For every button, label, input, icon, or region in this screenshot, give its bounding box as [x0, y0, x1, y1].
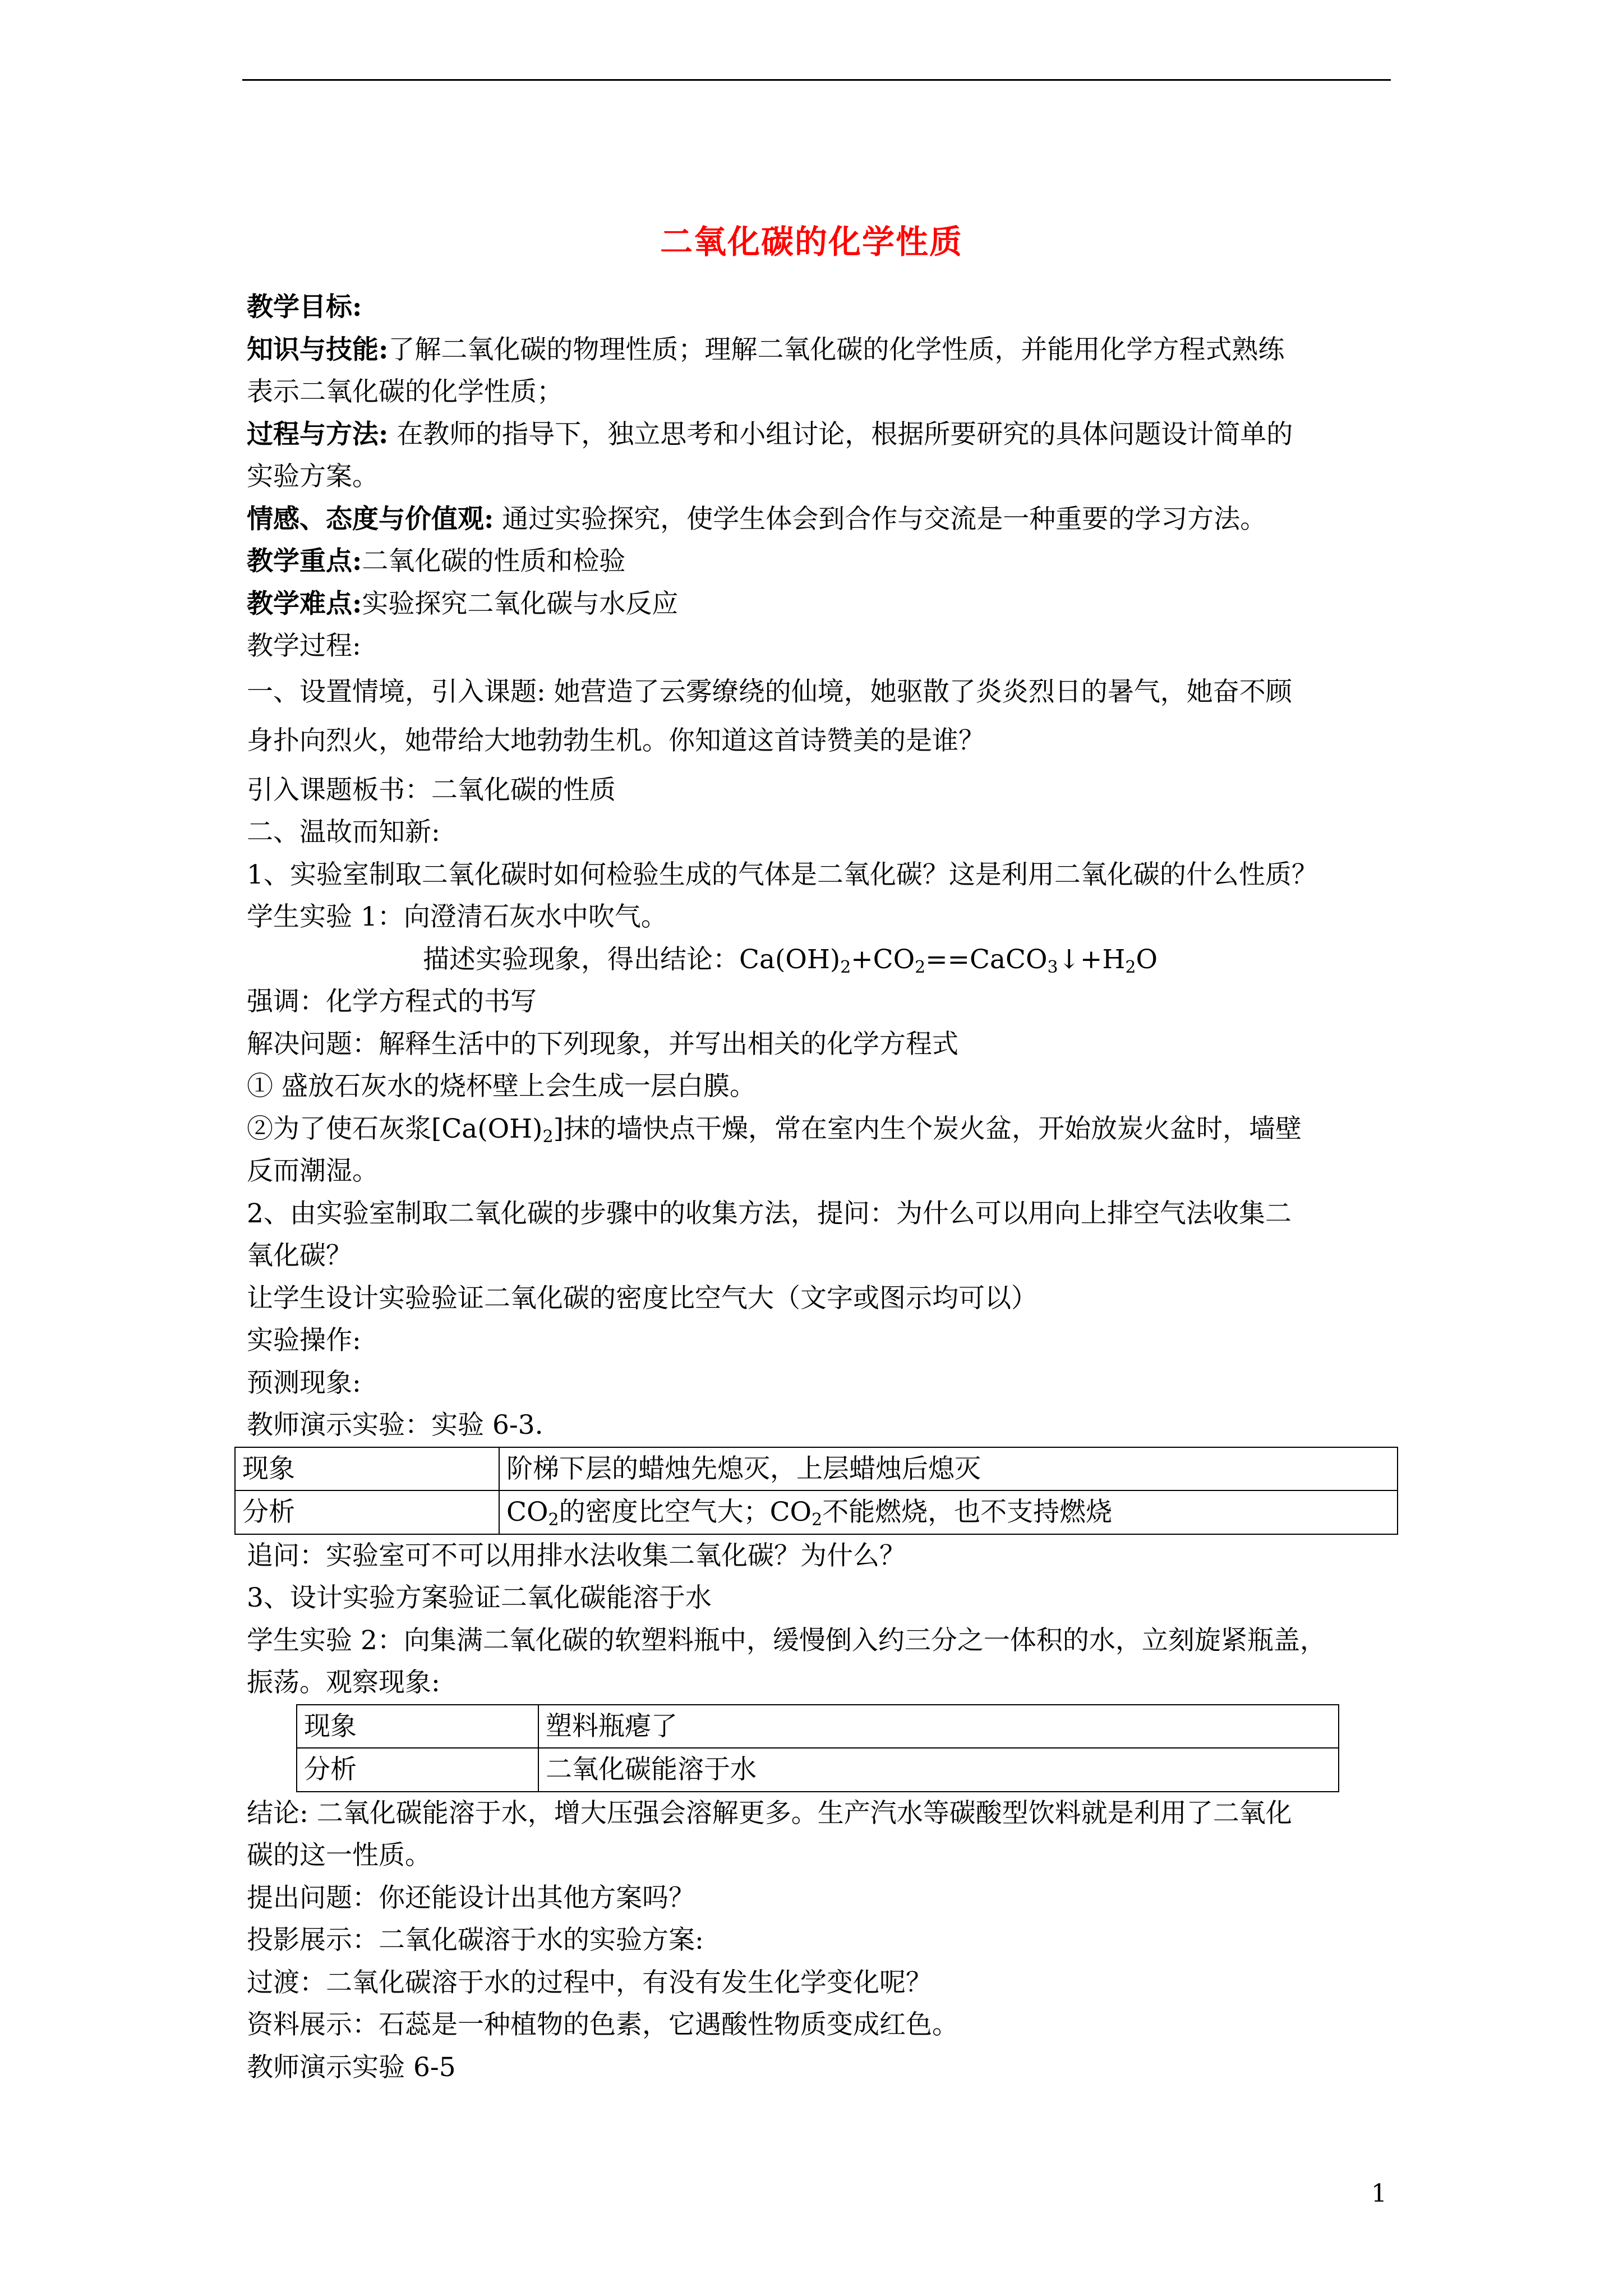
ask-question: 提出问题：你还能设计出其他方案吗？: [247, 1882, 695, 1913]
emotion-line: [247, 498, 1398, 541]
header-rule: [242, 79, 1391, 81]
subscript: 2: [542, 1126, 554, 1147]
transition-line: 过渡：二氧化碳溶于水的过程中，有没有发生化学变化呢？: [247, 1967, 932, 1998]
document-title: 二氧化碳的化学性质: [660, 223, 963, 261]
design-task: 让学生设计实验验证二氧化碳的密度比空气大（文字或图示均可以）: [247, 1282, 1038, 1314]
experiment-conclusion: [247, 938, 1398, 981]
cell-text: 的密度比空气大；CO: [559, 1497, 812, 1527]
follow-up-question: 追问：实验室可不可以用排水法收集二氧化碳？为什么？: [247, 1540, 906, 1571]
section-1-line-2: 身扑向烈火，她带给大地勃勃生机。你知道这首诗赞美的是谁？: [247, 725, 985, 756]
goals-heading: 教学目标:: [247, 292, 362, 323]
item-text: ②为了使石灰浆[Ca(OH): [247, 1113, 543, 1144]
operation-line: 实验操作:: [247, 1325, 361, 1356]
teacher-demo-2: 教师演示实验 6-5: [247, 2051, 456, 2083]
difficulty-label: 教学难点:: [247, 588, 362, 619]
key-point-text: 二氧化碳的性质和检验: [362, 546, 626, 577]
process-method-line-2: 实验方案。: [247, 461, 379, 492]
table-row: [297, 1705, 1339, 1749]
table-cell: 阶梯下层的蜡烛先熄灭，上层蜡烛后熄灭: [499, 1447, 1398, 1491]
table-cell: 现象: [235, 1447, 499, 1491]
table-row: [297, 1748, 1339, 1792]
section-1-board: 引入课题板书：二氧化碳的性质: [247, 774, 616, 806]
conclusion-text: +H: [1080, 944, 1126, 975]
conclusion-line-2: 碳的这一性质。: [247, 1840, 431, 1871]
experiment-table-1: [234, 1447, 1398, 1535]
conclusion-text: 描述实验现象，得出结论：Ca(OH): [423, 944, 841, 975]
key-point-line: [247, 540, 1398, 583]
subscript: 2: [840, 957, 851, 977]
conclusion-text: ==CaCO: [925, 944, 1048, 975]
table-cell: 现象: [297, 1705, 538, 1749]
section-2-heading: 二、温故而知新:: [247, 817, 440, 848]
cell-text: CO: [506, 1497, 548, 1527]
difficulty-text: 实验探究二氧化碳与水反应: [362, 588, 679, 619]
knowledge-line-2: 表示二氧化碳的化学性质；: [247, 376, 563, 407]
subscript: 2: [811, 1510, 823, 1530]
student-experiment-2-line-2: 振荡。观察现象:: [247, 1667, 440, 1698]
emphasis-line: 强调：化学方程式的书写: [247, 986, 537, 1017]
document-body: [242, 286, 1398, 2088]
question-1: 1、实验室制取二氧化碳时如何检验生成的气体是二氧化碳？这是利用二氧化碳的什么性质？: [247, 859, 1318, 890]
conclusion-line-1: 结论: 二氧化碳能溶于水，增大压强会溶解更多。生产汽水等碳酸型饮料就是利用了二氧化: [247, 1797, 1292, 1829]
emotion-label: 情感、态度与价值观:: [247, 503, 494, 535]
knowledge-text: 了解二氧化碳的物理性质；理解二氧化碳的化学性质，并能用化学方程式熟练: [388, 334, 1285, 365]
projection-line: 投影展示：二氧化碳溶于水的实验方案:: [247, 1925, 704, 1955]
solve-problem-line: 解决问题：解释生活中的下列现象，并写出相关的化学方程式: [247, 1028, 958, 1060]
experiment-table-2: [296, 1704, 1339, 1792]
problem-item-1: ① 盛放石灰水的烧杯壁上会生成一层白膜。: [247, 1071, 756, 1102]
problem-item-2-line-2: 反而潮湿。: [247, 1156, 379, 1186]
student-experiment-1: 学生实验 1：向澄清石灰水中吹气。: [247, 901, 667, 932]
table-cell: 分析: [235, 1490, 499, 1534]
table-cell: [499, 1490, 1398, 1534]
subscript: 2: [548, 1510, 559, 1530]
teacher-demo-1: 教师演示实验：实验 6-3.: [247, 1410, 543, 1441]
subscript: 2: [915, 957, 926, 977]
knowledge-line: [247, 329, 1398, 371]
question-3: 3、设计实验方案验证二氧化碳能溶于水: [247, 1582, 712, 1613]
knowledge-label: 知识与技能:: [247, 334, 389, 365]
table-row: [235, 1447, 1398, 1491]
emotion-text: 通过实验探究，使学生体会到合作与交流是一种重要的学习方法。: [494, 503, 1267, 535]
table-cell: 分析: [297, 1748, 538, 1792]
difficulty-line: [247, 583, 1398, 625]
table-row: [235, 1490, 1398, 1534]
item-text: ]抹的墙快点干燥，常在室内生个炭火盆，开始放炭火盆时，墙壁: [553, 1113, 1302, 1144]
key-point-label: 教学重点:: [247, 546, 362, 577]
conclusion-text: +CO: [851, 944, 915, 975]
question-2-line-2: 氧化碳？: [247, 1240, 352, 1271]
conclusion-text: O: [1136, 944, 1158, 975]
process-method-text: 在教师的指导下，独立思考和小组讨论，根据所要研究的具体问题设计简单的: [388, 418, 1293, 450]
subscript: 3: [1047, 957, 1058, 977]
subscript: 2: [1125, 957, 1136, 977]
section-1-line-1: 一、设置情境，引入课题: 她营造了云雾缭绕的仙境，她驱散了炎炎烈日的暑气，她奋不顾: [247, 676, 1292, 707]
question-2-line-1: 2、由实验室制取二氧化碳的步骤中的收集方法，提问：为什么可以用向上排空气法收集二: [247, 1198, 1292, 1229]
student-experiment-2-line-1: 学生实验 2：向集满二氧化碳的软塑料瓶中，缓慢倒入约三分之一体积的水，立刻旋紧瓶盖，: [247, 1625, 1326, 1656]
problem-item-2: [247, 1108, 1398, 1151]
material-line: 资料展示：石蕊是一种植物的色素，它遇酸性物质变成红色。: [247, 2009, 958, 2040]
page-number: 1: [1371, 2179, 1387, 2208]
down-arrow-symbol: ↓: [1058, 944, 1080, 975]
process-method-label: 过程与方法:: [247, 418, 389, 450]
process-heading: 教学过程:: [247, 631, 361, 661]
cell-text: 不能燃烧，也不支持燃烧: [822, 1497, 1113, 1527]
process-method-line: [247, 413, 1398, 456]
prediction-line: 预测现象:: [247, 1367, 361, 1398]
table-cell: 二氧化碳能溶于水: [538, 1748, 1339, 1792]
table-cell: 塑料瓶瘪了: [538, 1705, 1339, 1749]
